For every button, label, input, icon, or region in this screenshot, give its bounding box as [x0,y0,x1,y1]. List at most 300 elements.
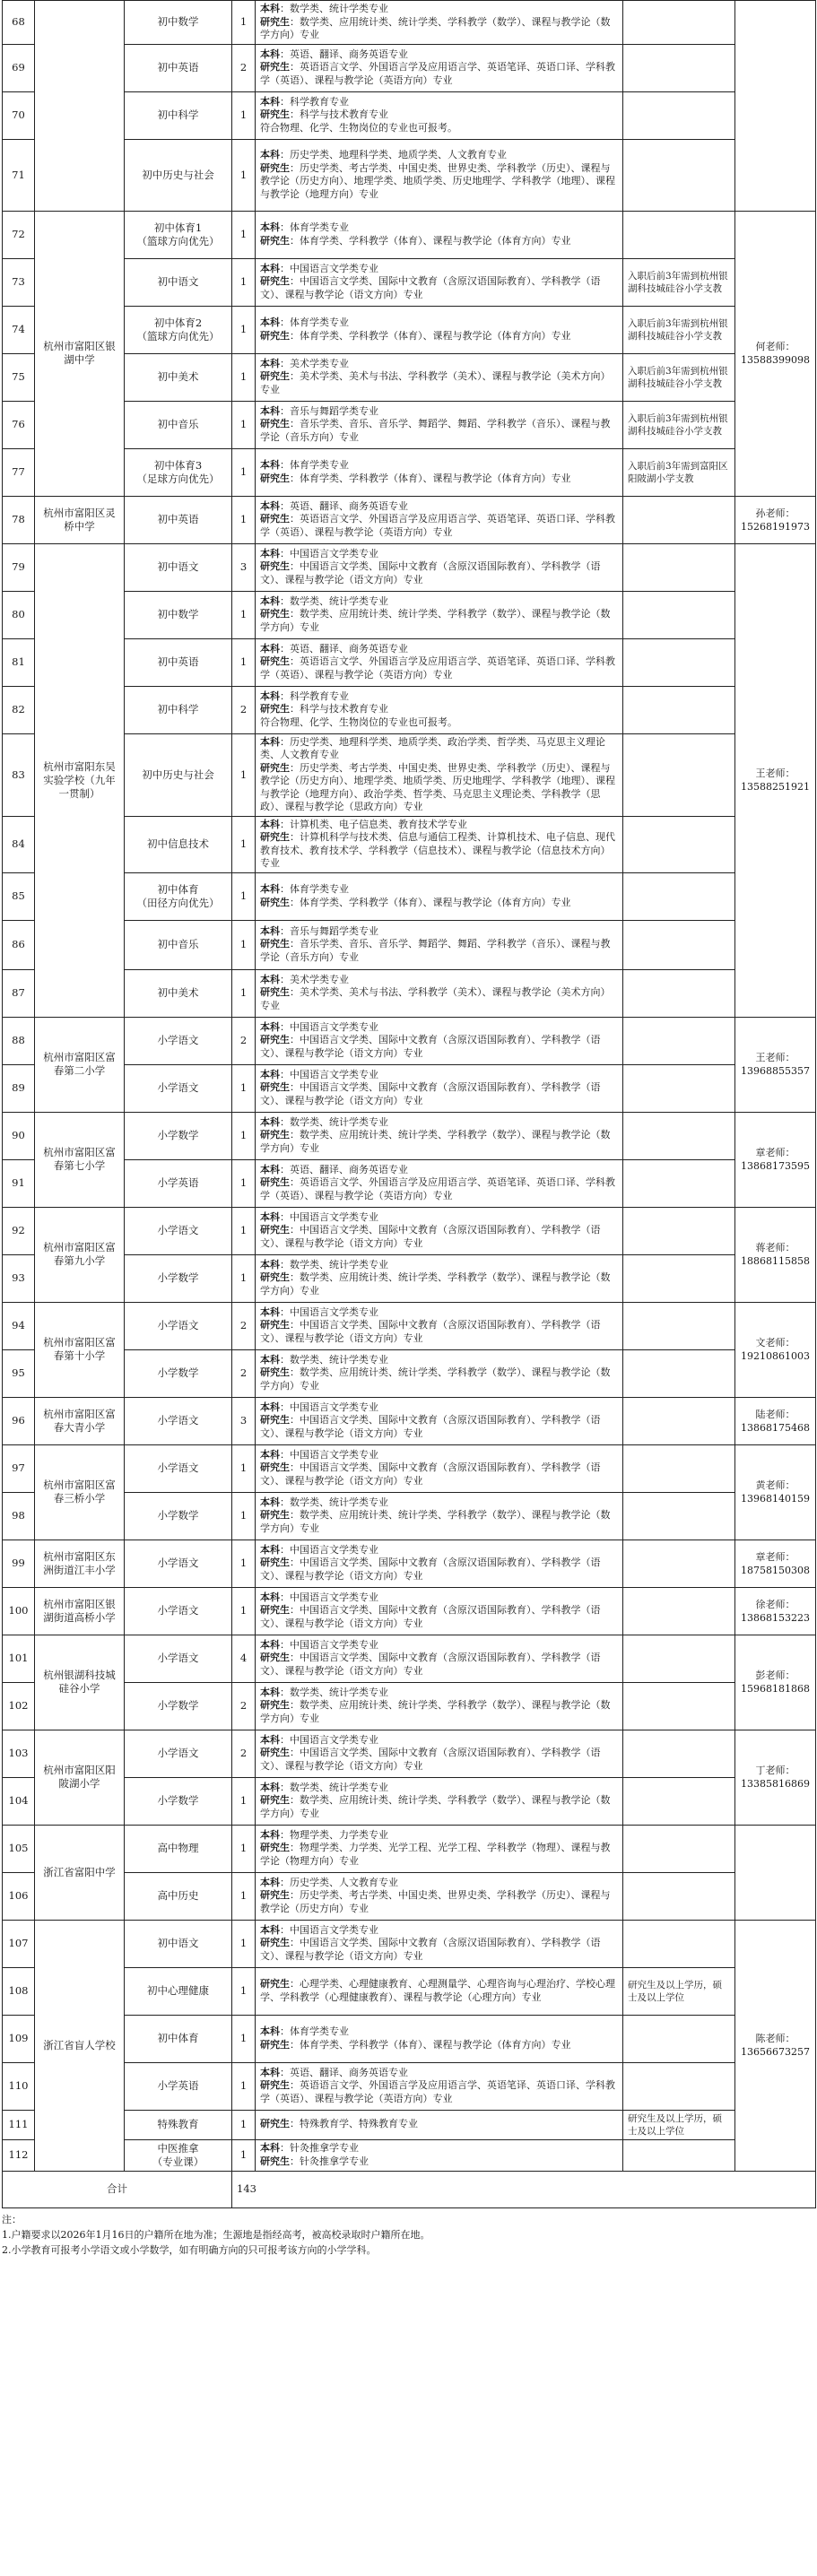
subject-cell [125,1112,232,1159]
major-list: 数学类、统计学类专业 [290,1686,388,1698]
major-list: 英语语言文学、外国语言学及应用语言学、英语笔译、英语口译、学科教学（英语）、课程与教学论（英语方向）专业 [260,2079,615,2104]
degree-level: 研究生 [260,2079,290,2092]
position-number: 108 [3,1967,35,2015]
position-number: 80 [3,591,35,638]
degree-level: 研究生 [260,1224,290,1236]
subject-label: 小学语文 [157,1557,199,1569]
remark-cell [623,1492,735,1540]
table-row [3,1444,816,1492]
major-list: 特殊教育学、特殊教育专业 [300,2118,418,2130]
requirement-line: 本科：数学类、统计学类专业 [260,1686,388,1698]
school-name: 杭州市富阳区银湖街道高桥小学 [35,1587,125,1635]
hire-count: 1 [232,1920,256,1967]
subject-cell [125,591,232,638]
contact-cell [735,496,816,543]
subject-label: 初中美术 [157,986,199,999]
major-list: 中国语言文学类、国际中文教育（含原汉语国际教育）、学科教学（语文）、课程与教学论（语文方向）专业 [260,560,601,585]
total-row [3,2171,816,2207]
major-list: 数学类、应用统计类、统计学类、学科教学（数学）、课程与教学论（数学方向）专业 [260,1366,611,1392]
degree-level: 本科 [260,48,280,60]
hire-count: 1 [232,733,256,816]
remark-cell [623,211,735,258]
subject-cell [125,353,232,401]
hire-count: 1 [232,496,256,543]
contact-cell [735,1112,816,1207]
requirement-line: 本科：数学类、统计学类专业 [260,1781,388,1793]
major-list: 物理学类、力学类专业 [290,1828,388,1841]
hire-count: 1 [232,1112,256,1159]
major-list: 中国语言文学类专业 [290,1733,378,1746]
subject-label: 初中科学 [157,703,199,716]
major-list: 中国语言文学类、国际中文教育（含原汉语国际教育）、学科教学（语文）、课程与教学论（语文方向）专业 [260,1937,601,1962]
contact-cell [735,1920,816,2171]
position-number: 75 [3,353,35,401]
degree-level: 本科 [260,3,280,14]
requirement-line: 本科：英语、翻译、商务英语专业 [260,1163,408,1175]
subject-label: 初中美术 [157,370,199,383]
major-list: 音乐与舞蹈学类专业 [290,924,378,937]
school-name: 浙江省盲人学校 [35,1920,125,2171]
degree-level: 研究生 [260,161,290,174]
degree-level: 本科 [260,357,280,369]
degree-level: 研究生 [260,831,290,843]
remark-cell [623,91,735,139]
degree-level: 研究生 [260,1842,290,1854]
hire-count: 1 [232,1777,256,1825]
position-number: 100 [3,1587,35,1635]
major-list: 符合物理、化学、生物岗位的专业也可报考。 [260,716,457,728]
major-list: 中国语言文学类专业 [290,1448,378,1461]
remark-cell [623,139,735,211]
subject-cell [125,2015,232,2062]
major-requirements [256,44,623,91]
subject-label: 初中科学 [157,108,199,121]
major-requirements [256,91,623,139]
subject-label: 初中信息技术 [147,837,209,850]
table-row [3,1920,816,1967]
hire-count: 3 [232,543,256,591]
position-number: 107 [3,1920,35,1967]
notes-title: 注： [2,2214,22,2225]
requirement-line: 研究生：数学类、应用统计类、统计学类、学科教学（数学）、课程与教学论（数学方向）专业 [260,1366,611,1392]
degree-level: 研究生 [260,418,290,430]
degree-level: 本科 [260,735,280,748]
requirement-line: 研究生：中国语言文学类、国际中文教育（含原汉语国际教育）、学科教学（语文）、课程与教学论（语文方向）专业 [260,1414,601,1439]
major-list: 中国语言文学类专业 [290,1591,378,1603]
hire-count: 1 [232,920,256,969]
subject-cell [125,1682,232,1730]
contact-cell [735,1302,816,1397]
requirement-line: 本科：体育学类专业 [260,459,349,471]
degree-level: 本科 [260,594,280,607]
hire-count: 1 [232,448,256,496]
subject-label: 小学语文 [157,1461,199,1474]
position-number: 83 [3,733,35,816]
subject-cell [125,969,232,1017]
major-list: 数学类、统计学类专业 [290,594,388,607]
major-requirements [256,1635,623,1682]
contact-cell [735,1730,816,1825]
hire-count: 2 [232,1017,256,1064]
major-list: 科学教育专业 [290,95,349,108]
degree-level: 研究生 [260,2155,290,2167]
major-list: 数学类、应用统计类、统计学类、学科教学（数学）、课程与教学论（数学方向）专业 [260,1699,611,1724]
requirement-line: 本科：中国语言文学类专业 [260,1305,378,1318]
requirement-line [260,716,618,730]
subject-label: 小学英语 [157,1176,199,1189]
contact-cell [735,1825,816,1920]
table-row [3,816,816,872]
position-number: 89 [3,1064,35,1112]
position-number: 87 [3,969,35,1017]
degree-level: 本科 [260,1305,280,1318]
requirement-line: 研究生：数学类、应用统计类、统计学类、学科教学（数学）、课程与教学论（数学方向）专业 [260,1271,611,1297]
degree-level: 本科 [260,690,280,702]
major-list: 中国语言文学类专业 [290,1638,378,1651]
subject-cell [125,1492,232,1540]
table-row [3,258,816,306]
table-row [3,139,816,211]
remark-cell [623,1064,735,1112]
position-number: 101 [3,1635,35,1682]
degree-level: 本科 [260,1020,280,1033]
major-list: 英语语言文学、外国语言学及应用语言学、英语笔译、英语口译、学科教学（英语）、课程与教学论（英语方向）专业 [260,61,615,86]
major-list: 数学类、统计学类专业 [290,3,388,14]
remark-cell: 研究生及以上学历，硕士及以上学位 [623,1967,735,2015]
requirement-line: 研究生：音乐学类、音乐、音乐学、舞蹈学、舞蹈、学科教学（音乐）、课程与教学论（音乐方向）专业 [260,938,611,963]
position-number: 110 [3,2062,35,2110]
contact-cell [735,1397,816,1444]
major-list: 历史学类、人文教育专业 [290,1876,398,1888]
requirement-line: 本科：中国语言文学类专业 [260,1591,378,1603]
major-list: 中国语言文学类、国际中文教育（含原汉语国际教育）、学科教学（语文）、课程与教学论（语文方向）专业 [260,1652,601,1677]
requirement-line: 研究生：数学类、应用统计类、统计学类、学科教学（数学）、课程与教学论（数学方向）专业 [260,15,611,40]
subject-label: 初中英语 [157,655,199,668]
position-number: 93 [3,1254,35,1302]
subject-cell [125,543,232,591]
subject-label: 小学英语 [157,2079,199,2092]
remark-cell [623,2139,735,2171]
hire-count: 4 [232,1635,256,1682]
major-list: 体育学类、学科教学（体育）、课程与教学论（体育方向）专业 [300,896,571,908]
major-list: 体育学类专业 [290,2025,349,2037]
major-list: 历史学类、地理科学类、地质学类、政治学类、哲学类、马克思主义理论类、人文教育专业 [260,735,605,760]
major-requirements [256,1967,623,2015]
major-list: 数学类、统计学类专业 [290,1353,388,1366]
position-number: 78 [3,496,35,543]
major-list: 科学与技术教育专业 [300,108,388,121]
major-requirements [256,2015,623,2062]
degree-level: 本科 [260,2025,280,2037]
major-list: 中国语言文学类专业 [290,1210,378,1223]
school-name: 杭州市富阳区富春第十小学 [35,1302,125,1397]
table-row [3,1349,816,1397]
degree-level: 本科 [260,404,280,417]
table-row [3,543,816,591]
hire-count: 1 [232,872,256,920]
subject-cell [125,1825,232,1872]
recruitment-table [2,0,816,2208]
degree-level: 本科 [260,1115,280,1128]
degree-level: 本科 [260,2142,280,2154]
subject-cell [125,1207,232,1254]
major-list: 计算机类、电子信息类、教育技术学专业 [290,818,467,830]
remark-cell [623,816,735,872]
requirement-line: 研究生：数学类、应用统计类、统计学类、学科教学（数学）、课程与教学论（数学方向）专业 [260,1699,611,1724]
degree-level: 研究生 [260,1129,290,1141]
table-row [3,448,816,496]
requirement-line: 本科：针灸推拿学专业 [260,2142,359,2154]
major-list: 中国语言文学类、国际中文教育（含原汉语国际教育）、学科教学（语文）、课程与教学论（语文方向）专业 [260,275,601,300]
requirement-line: 研究生：体育学类、学科教学（体育）、课程与教学论（体育方向）专业 [260,234,571,247]
major-list: 历史学类、地理科学类、地质学类、人文教育专业 [290,149,507,160]
major-list: 物理学类、力学类、光学工程、光学工程、学科教学（物理）、课程与教学论（物理方向）专业 [260,1842,611,1867]
major-requirements [256,1444,623,1492]
major-list: 中国语言文学类、国际中文教育（含原汉语国际教育）、学科教学（语文）、课程与教学论（语文方向）专业 [260,1224,601,1249]
position-number: 86 [3,920,35,969]
degree-level: 研究生 [260,1176,290,1189]
subject-cell [125,1777,232,1825]
school-name: 杭州市富阳区富春第九小学 [35,1207,125,1302]
subject-label: 小学语文 [157,1414,199,1427]
position-number: 74 [3,306,35,353]
remark-cell [623,1159,735,1207]
degree-level: 本科 [260,547,280,559]
requirement-line: 本科：体育学类专业 [260,221,349,233]
requirement-line: 研究生：英语语言文学、外国语言学及应用语言学、英语笔译、英语口译、学科教学（英语）、课程与教学论（英语方向）专业 [260,655,615,681]
contact-info: 王老师： 13968855357 [741,1052,810,1077]
requirement-line: 研究生：历史学类、考古学类、中国史类、世界史类、学科教学（历史）、课程与教学论（历史方向）、地理学类、地质学类、历史地理学、学科教学（地理）、课程与教学论（地理方向）专业 [260,161,615,200]
requirement-line: 本科：数学类、统计学类专业 [260,1496,388,1508]
degree-level: 研究生 [260,761,290,774]
remark-cell [623,1112,735,1159]
major-list: 科学与技术教育专业 [300,703,388,716]
position-number: 73 [3,258,35,306]
requirement-line: 研究生：科学与技术教育专业 [260,108,388,121]
degree-level: 本科 [260,1496,280,1508]
degree-level: 本科 [260,924,280,937]
hire-count: 1 [232,1159,256,1207]
remark-cell [623,1635,735,1682]
hire-count: 1 [232,1207,256,1254]
subject-label: 特殊教育 [157,2118,199,2130]
degree-level: 研究生 [260,1414,290,1427]
degree-level: 本科 [260,1448,280,1461]
degree-level: 本科 [260,1781,280,1793]
table-row [3,91,816,139]
major-requirements [256,211,623,258]
contact-info: 蒋老师： 18868115858 [741,1242,810,1267]
requirement-line: 研究生：体育学类、学科教学（体育）、课程与教学论（体育方向）专业 [260,2038,571,2051]
degree-level: 研究生 [260,370,290,383]
contact-info: 章老师： 18758150308 [741,1550,810,1576]
remark-cell [623,1825,735,1872]
major-list: 心理学类、心理健康教育、心理测量学、心理咨询与心理治疗、学校心理学、学科教学（心理健康教育）、课程与教学论（心理方向）专业 [260,1978,615,2003]
requirement-line: 本科：中国语言文学类专业 [260,1733,378,1746]
subject-cell [125,211,232,258]
degree-level: 本科 [260,1733,280,1746]
subject-label: 初中语文 [157,1937,199,1949]
degree-level: 本科 [260,1401,280,1413]
table-row [3,1017,816,1064]
table-row [3,638,816,686]
school-name: 杭州市富阳区灵桥中学 [35,496,125,543]
requirement-line: 研究生：美术学类、美术与书法、学科教学（美术）、课程与教学论（美术方向）专业 [260,370,611,395]
subject-cell [125,1349,232,1397]
major-requirements [256,258,623,306]
hire-count: 1 [232,591,256,638]
subject-cell [125,1254,232,1302]
requirement-line: 研究生：英语语言文学、外国语言学及应用语言学、英语笔译、英语口译、学科教学（英语）、课程与教学论（英语方向）专业 [260,61,615,86]
hire-count: 1 [232,1825,256,1872]
table-row [3,969,816,1017]
remark-cell [623,1,735,45]
degree-level: 研究生 [260,896,290,908]
degree-level: 本科 [260,262,280,274]
hire-count: 1 [232,1492,256,1540]
hire-count: 1 [232,1,256,45]
subject-label: 初中语文 [157,275,199,288]
remark-cell [623,543,735,591]
position-number: 109 [3,2015,35,2062]
position-number: 77 [3,448,35,496]
remark-cell [623,872,735,920]
major-requirements [256,591,623,638]
major-requirements [256,638,623,686]
table-row [3,1872,816,1920]
position-number: 99 [3,1540,35,1587]
degree-level: 研究生 [260,1509,290,1522]
degree-level: 本科 [260,95,280,108]
requirement-line: 研究生：数学类、应用统计类、统计学类、学科教学（数学）、课程与教学论（数学方向）专业 [260,608,611,633]
total-label: 合计 [3,2171,232,2207]
table-row [3,2139,816,2171]
requirement-line: 本科：体育学类专业 [260,883,349,895]
major-list: 数学类、应用统计类、统计学类、学科教学（数学）、课程与教学论（数学方向）专业 [260,1794,611,1819]
requirement-line: 本科：中国语言文学类专业 [260,262,378,274]
degree-level: 研究生 [260,1081,290,1094]
position-number: 85 [3,872,35,920]
major-list: 中国语言文学类、国际中文教育（含原汉语国际教育）、学科教学（语文）、课程与教学论（语文方向）专业 [260,1604,601,1629]
requirement-line: 本科：中国语言文学类专业 [260,1068,378,1080]
major-requirements [256,816,623,872]
subject-cell [125,1444,232,1492]
major-requirements [256,1112,623,1159]
major-requirements [256,1730,623,1777]
degree-level: 本科 [260,1210,280,1223]
hire-count: 1 [232,638,256,686]
remark-cell [623,591,735,638]
requirement-line: 本科：英语、翻译、商务英语专业 [260,2066,408,2078]
subject-cell [125,2139,232,2171]
subject-label: 初中数学 [157,608,199,620]
major-list: 英语语言文学、外国语言学及应用语言学、英语笔译、英语口译、学科教学（英语）、课程与教学论（英语方向）专业 [260,1176,615,1201]
degree-level: 研究生 [260,234,290,247]
major-requirements [256,306,623,353]
remark-cell [623,1254,735,1302]
position-number: 82 [3,686,35,733]
major-list: 美术学类、美术与书法、学科教学（美术）、课程与教学论（美术方向）专业 [260,370,611,395]
contact-info: 陆老师： 13868175468 [741,1408,810,1434]
requirement-line: 研究生：数学类、应用统计类、统计学类、学科教学（数学）、课程与教学论（数学方向）专业 [260,1129,611,1154]
remark-cell [623,1682,735,1730]
position-number: 90 [3,1112,35,1159]
major-list: 体育学类专业 [290,317,349,328]
school-name: 杭州市富阳区阳陂湖小学 [35,1730,125,1825]
subject-label: 初中英语 [157,61,199,74]
major-list: 音乐与舞蹈学类专业 [290,404,378,417]
contact-info: 王老师： 13588251921 [741,768,810,793]
major-list: 历史学类、考古学类、中国史类、世界史类、学科教学（历史）、课程与教学论（历史方向）专业 [260,1889,611,1914]
school-name [35,1,125,212]
degree-level: 本科 [260,149,280,160]
degree-level: 本科 [260,221,280,233]
degree-level: 本科 [260,1258,280,1271]
major-list: 中国语言文学类专业 [290,262,378,274]
subject-label: 初中历史与社会 [142,168,214,181]
requirement-line: 研究生：体育学类、学科教学（体育）、课程与教学论（体育方向）专业 [260,472,571,484]
table-row [3,1635,816,1682]
requirement-line: 本科：数学类、统计学类专业 [260,1115,388,1128]
degree-level: 研究生 [260,703,290,716]
requirement-line: 本科：英语、翻译、商务英语专业 [260,642,408,655]
hire-count: 2 [232,1730,256,1777]
school-name: 杭州市富阳东吴实验学校（九年一贯制） [35,543,125,1017]
hire-count: 1 [232,1444,256,1492]
major-requirements [256,1017,623,1064]
remark-cell [623,1302,735,1349]
major-list: 音乐学类、音乐、音乐学、舞蹈学、舞蹈、学科教学（音乐）、课程与教学论（音乐方向）专业 [260,938,611,963]
position-number: 71 [3,139,35,211]
hire-count: 1 [232,91,256,139]
degree-level: 研究生 [260,1978,290,1990]
requirement-line: 本科：体育学类专业 [260,317,349,328]
table-row [3,1967,816,2015]
degree-level: 研究生 [260,1699,290,1712]
major-list: 体育学类专业 [290,221,349,233]
school-name: 杭州市富阳区富春大青小学 [35,1397,125,1444]
table-row [3,211,816,258]
remark-cell [623,1540,735,1587]
major-requirements [256,1302,623,1349]
degree-level: 本科 [260,973,280,985]
subject-cell [125,2062,232,2110]
position-number: 112 [3,2139,35,2171]
major-list: 符合物理、化学、生物岗位的专业也可报考。 [260,121,457,134]
major-list: 针灸推拿学专业 [300,2155,369,2167]
note-item: 2.小学教育可报考小学语文或小学数学，如有明确方向的只可报考该方向的小学学科。 [2,2244,377,2256]
subject-cell [125,44,232,91]
contact-cell [735,1,816,212]
major-requirements [256,1920,623,1967]
hire-count: 1 [232,401,256,448]
table-row [3,306,816,353]
requirement-line: 研究生：中国语言文学类、国际中文教育（含原汉语国际教育）、学科教学（语文）、课程与教学论（语文方向）专业 [260,1652,601,1677]
major-list: 体育学类、学科教学（体育）、课程与教学论（体育方向）专业 [300,234,571,247]
position-number: 92 [3,1207,35,1254]
position-number: 104 [3,1777,35,1825]
degree-level: 本科 [260,818,280,830]
subject-cell [125,1872,232,1920]
major-list: 美术学类、美术与书法、学科教学（美术）、课程与教学论（美术方向）专业 [260,986,611,1011]
major-requirements [256,1064,623,1112]
degree-level: 本科 [260,1876,280,1888]
degree-level: 研究生 [260,1271,290,1284]
major-requirements [256,1540,623,1587]
major-requirements [256,496,623,543]
major-requirements [256,1159,623,1207]
major-list: 数学类、应用统计类、统计学类、学科教学（数学）、课程与教学论（数学方向）专业 [260,1509,611,1534]
